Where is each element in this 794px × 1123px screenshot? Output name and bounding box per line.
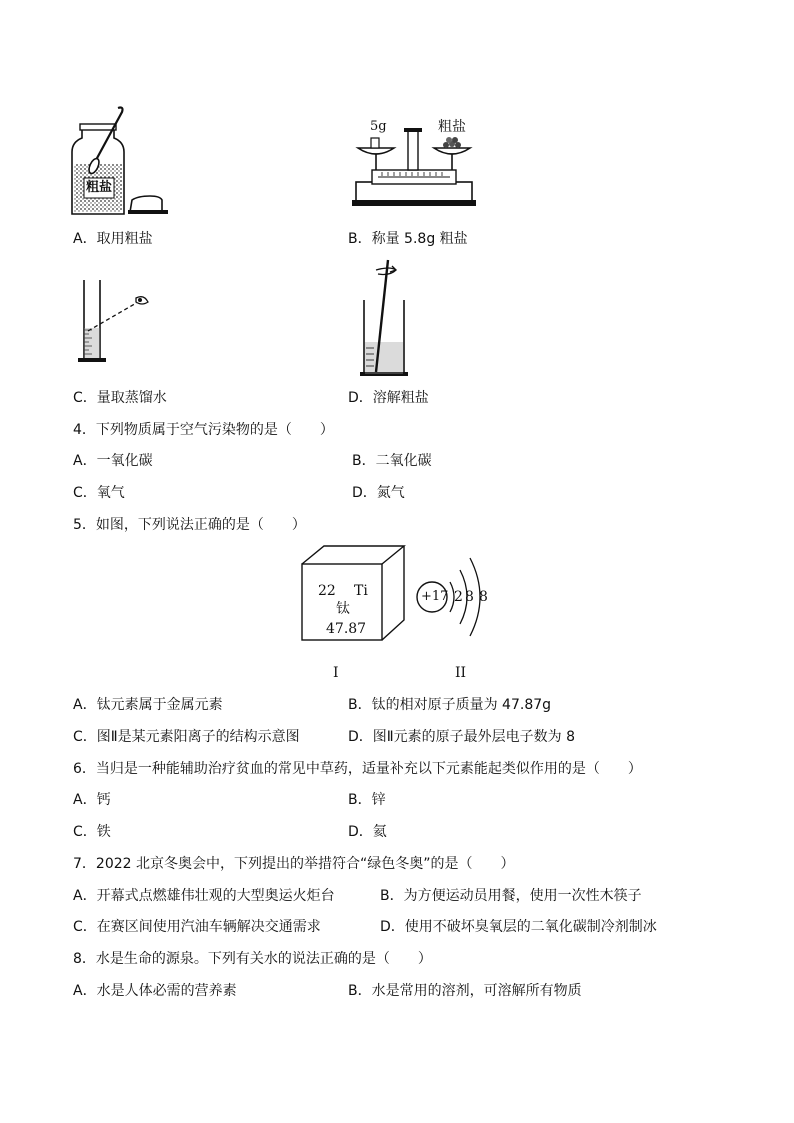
element-symbol: Ti [354,583,368,599]
q6-option-b: B．锌 [348,792,386,808]
q8-option-a: A．水是人体必需的营养素 [73,983,237,999]
q7-stem: 7．2022 北京冬奥会中，下列提出的举措符合“绿色冬奥”的是（ ） [73,856,515,872]
element-name: 钛 [336,601,350,617]
shell-2-electrons: 8 [465,589,474,605]
q5-option-a: A．钛元素属于金属元素 [73,697,223,713]
q7-option-a: A．开幕式点燃雄伟壮观的大型奥运火炬台 [73,888,335,904]
nucleus-charge: +17 [421,589,449,604]
q6-option-d: D．氦 [348,824,387,840]
q3-option-c: C．量取蒸馏水 [73,390,167,406]
q6-stem: 6．当归是一种能辅助治疗贫血的常见中草药，适量补充以下元素能起类似作用的是（ ） [73,761,642,777]
q3-option-d: D．溶解粗盐 [348,390,429,406]
jar-label: 粗盐 [86,180,113,195]
q4-option-c: C．氧气 [73,485,125,501]
q5-option-b: B．钛的相对原子质量为 47.87g [348,697,552,713]
balance-weight-label: 5g [370,119,387,134]
q7-option-b: B．为方便运动员用餐，使用一次性木筷子 [380,888,642,904]
figure-measure-water [76,276,152,366]
figure-take-salt [68,104,172,218]
q7-option-c: C．在赛区间使用汽油车辆解决交通需求 [73,919,321,935]
q7-option-d: D．使用不破坏臭氧层的二氧化碳制冷剂制冰 [380,919,657,935]
q6-option-c: C．铁 [73,824,111,840]
figure-dissolve-salt [356,256,414,382]
figure-balance [352,126,478,208]
q5-option-d: D．图Ⅱ元素的原子最外层电子数为 8 [348,729,576,745]
balance-salt-label: 粗盐 [438,119,466,135]
shell-1-electrons: 2 [454,589,463,605]
q4-option-b: B．二氧化碳 [352,453,432,469]
q5-stem: 5．如图，下列说法正确的是（ ） [73,517,306,533]
figure-1-label: I [333,665,339,681]
element-mass: 47.87 [326,621,367,637]
q3-option-a: A．取用粗盐 [73,231,153,247]
element-atomic-number: 22 [318,583,336,599]
q3-option-b: B．称量 5.8g 粗盐 [348,231,468,247]
figure-2-label: II [455,665,467,681]
q4-option-a: A．一氧化碳 [73,453,153,469]
q8-option-b: B．水是常用的溶剂，可溶解所有物质 [348,983,582,999]
q5-option-c: C．图Ⅱ是某元素阳离子的结构示意图 [73,729,300,745]
shell-3-electrons: 8 [479,589,488,605]
q4-option-d: D．氮气 [352,485,405,501]
q8-stem: 8．水是生命的源泉。下列有关水的说法正确的是（ ） [73,951,432,967]
q4-stem: 4．下列物质属于空气污染物的是（ ） [73,422,334,438]
q6-option-a: A．钙 [73,792,111,808]
